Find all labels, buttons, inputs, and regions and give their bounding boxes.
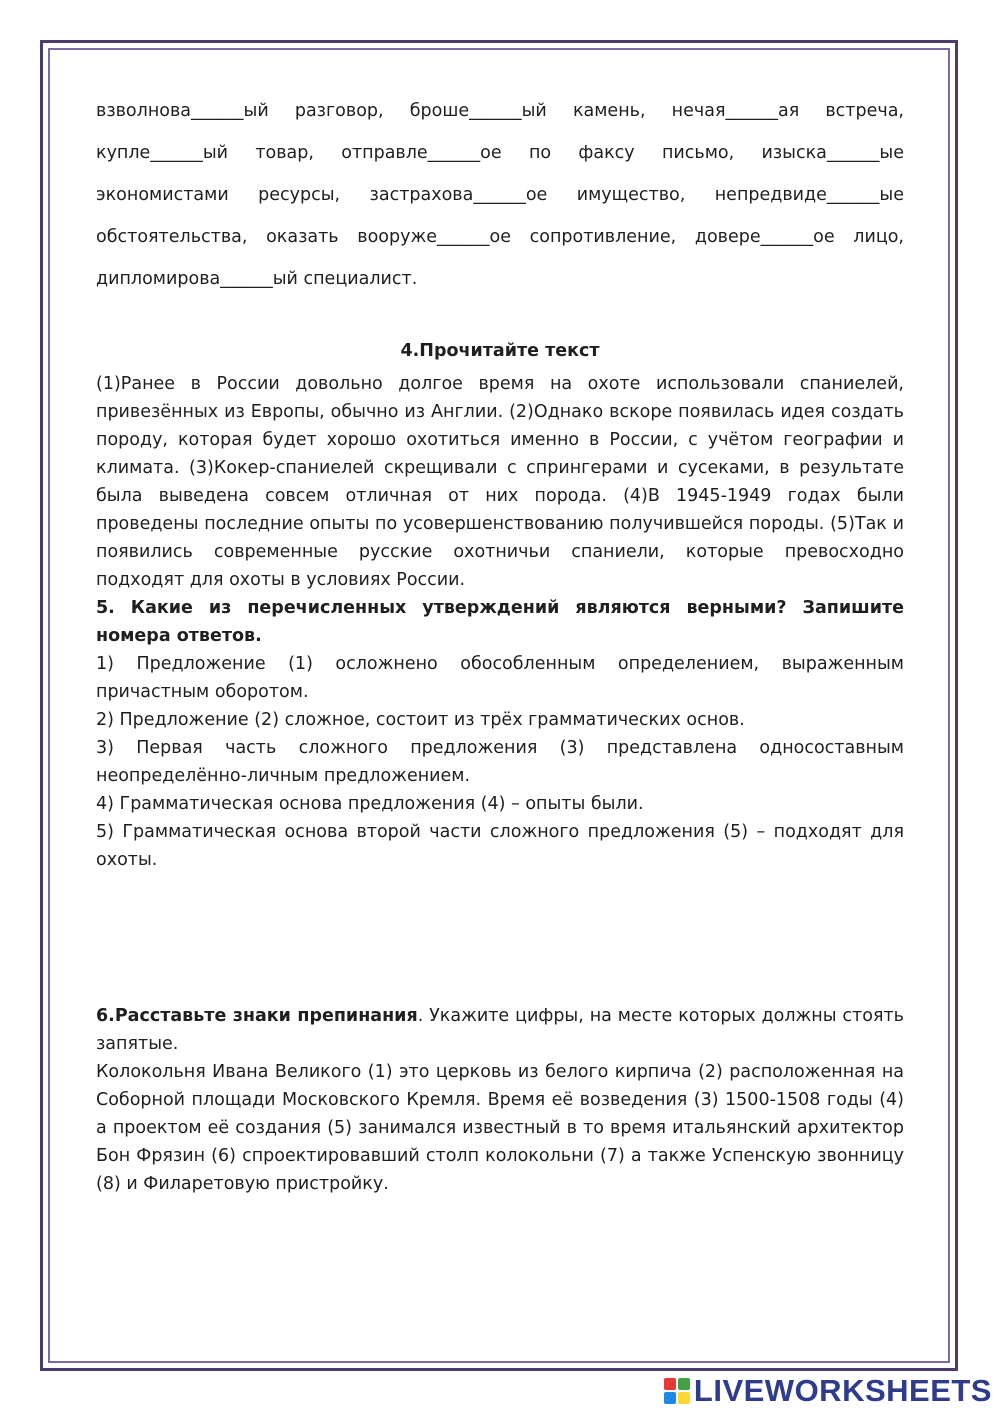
- task5-option-2: 2) Предложение (2) сложное, состоит из трёх грамматических основ.: [96, 710, 745, 730]
- fill-in-exercise: [96, 90, 904, 300]
- spacer: [96, 874, 904, 1002]
- task5-option-3: 3) Первая часть сложного предложения (3) представлена односоставным неопределённо-личным предложением.: [96, 738, 904, 786]
- task5-option-1: 1) Предложение (1) осложнено обособленным определением, выраженным причастным оборотом.: [96, 654, 904, 702]
- fill-in-line: взволнова______ый разговор, броше______ый камень, нечая______ая встреча,: [96, 101, 904, 121]
- logo-text: LIVEWORKSHEETS: [693, 1373, 992, 1408]
- fill-in-line: купле______ый товар, отправле______ое по факсу письмо, изыска______ые: [96, 143, 904, 163]
- task5-question: 5. Какие из перечисленных утверждений являются верными? Запишите номера ответов.: [96, 598, 904, 646]
- logo-square: [664, 1392, 676, 1404]
- logo-mark-icon: [664, 1378, 690, 1404]
- logo-square: [678, 1392, 690, 1404]
- task5-option-5: 5) Грамматическая основа второй части сложного предложения (5) – подходят для охоты.: [96, 822, 904, 870]
- worksheet-content: [96, 90, 904, 1198]
- liveworksheets-logo: [664, 1373, 992, 1409]
- task6-title: 6.Расставьте знаки препинания: [96, 1006, 418, 1026]
- logo-square: [678, 1378, 690, 1390]
- task5-option-4: 4) Грамматическая основа предложения (4) – опыты были.: [96, 794, 644, 814]
- task4-text: (1)Ранее в России довольно долгое время на охоте использовали спаниелей, привезённых из Европы, обычно из Англии. (2)Однако вскоре появилась идея создать породу, которая будет хорошо охотиться именно в России, с учётом географии и климата. (3)Кокер-спаниелей скрещивали с спрингерами и сусеками, в результате была выведена совсем отличная от них порода. (4)В 1945-1949 годах были проведены последние опыты по усовершенствованию получившейся породы. (5)Так и появились современные русские охотничьи спаниели, которые превосходно подходят для охоты в условиях России.: [96, 374, 904, 590]
- task6-instruction: [96, 1002, 904, 1058]
- fill-in-line: экономистами ресурсы, застрахова______ое имущество, непредвиде______ые: [96, 185, 904, 205]
- fill-in-line: обстоятельства, оказать вооруже______ое сопротивление, довере______ое лицо,: [96, 227, 904, 247]
- logo-square: [664, 1378, 676, 1390]
- task6-title-rest: . Укажите цифры, на месте которых должны стоять запятые.: [96, 1006, 904, 1054]
- fill-in-line: дипломирова______ый специалист.: [96, 269, 418, 289]
- task6-text: Колокольня Ивана Великого (1) это церковь из белого кирпича (2) расположенная на Соборной площади Московского Кремля. Время её возведения (3) 1500-1508 годы (4) а проектом её создания (5) занимался известный в то время итальянский архитектор Бон Фрязин (6) спроектировавший столп колокольни (7) а также Успенскую звонницу (8) и Филаретовую пристройку.: [96, 1062, 904, 1194]
- task4-title: 4.Прочитайте текст: [400, 341, 600, 361]
